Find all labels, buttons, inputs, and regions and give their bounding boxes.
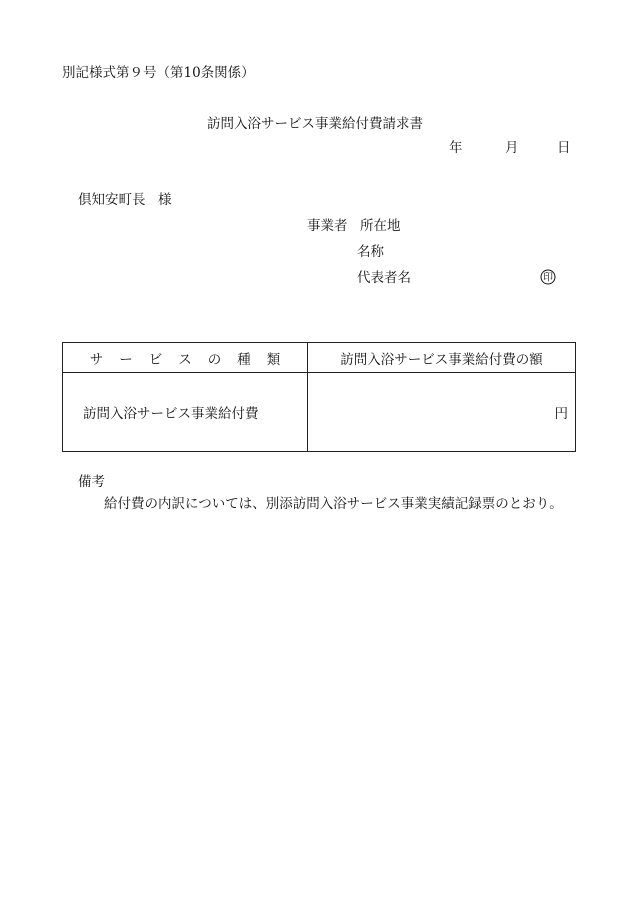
- table-row: [63, 373, 576, 452]
- date-year-label: 年: [449, 140, 463, 156]
- header-service-type-label: サービスの種類: [89, 351, 297, 368]
- provider-name-label: 名称: [357, 244, 384, 260]
- recipient-name: 倶知安町長: [78, 192, 146, 208]
- provider-label: 事業者: [307, 218, 348, 234]
- seal-icon: [540, 269, 556, 285]
- header-service-type: [63, 343, 308, 373]
- service-table: [62, 342, 576, 452]
- header-amount-label: 訪問入浴サービス事業給付費の額: [340, 351, 543, 368]
- recipient-honorific: 様: [158, 192, 172, 208]
- seal-mark: 印: [543, 272, 553, 284]
- remarks-heading: 備考: [78, 474, 105, 490]
- date-day-label: 日: [557, 140, 571, 156]
- document-title: 訪問入浴サービス事業給付費請求書: [207, 116, 423, 132]
- date-month-label: 月: [505, 140, 519, 156]
- table-header-row: [63, 343, 576, 373]
- remarks-text: 給付費の内訳については、別添訪問入浴サービス事業実績記録票のとおり。: [104, 496, 563, 512]
- representative-label: 代表者名: [357, 270, 411, 286]
- header-amount: [308, 343, 576, 373]
- form-number: 別記様式第９号（第10条関係）: [62, 65, 255, 81]
- service-name-cell: [63, 373, 308, 452]
- amount-cell: [308, 373, 576, 452]
- amount-unit: 円: [554, 406, 568, 422]
- provider-address-label: 所在地: [360, 218, 401, 234]
- service-name: 訪問入浴サービス事業給付費: [83, 406, 259, 422]
